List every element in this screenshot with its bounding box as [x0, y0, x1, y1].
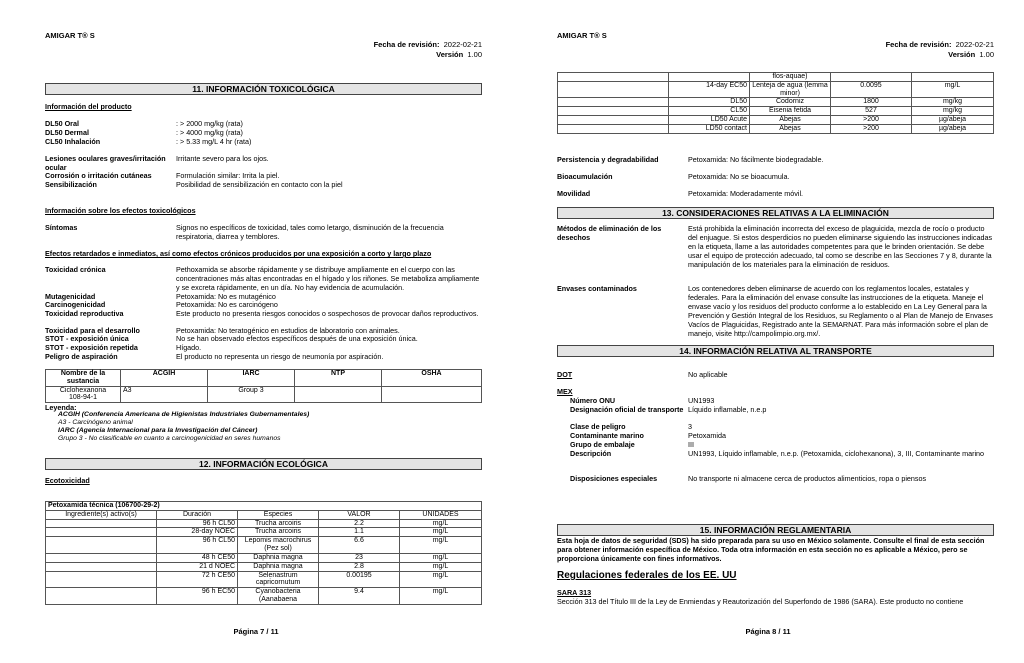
dot-row: DOT No aplicable: [557, 370, 728, 379]
marine-pollutant-row: Contaminante marino Petoxamida: [570, 431, 726, 440]
sensitization-row: Sensibilización Posibilidad de sensibilización en contacto con la piel: [45, 180, 343, 189]
version-label: Versión: [948, 49, 976, 59]
table-row: flos-aquae): [558, 73, 994, 82]
stot-repeated-row: STOT - exposición repetida Hígado.: [45, 343, 202, 352]
aspiration-row: Peligro de aspiración El producto no representa un riesgo de neumonía por aspiración.: [45, 352, 384, 361]
revision-info: [886, 40, 994, 60]
ecotox-heading: Ecotoxicidad: [45, 476, 90, 485]
revision-label: Fecha de revisión:: [885, 40, 952, 49]
mutagenicity-row: Mutagenicidad Petoxamida: No es mutagénico: [45, 292, 276, 301]
table-row: 28-day NOEC Trucha arcoiris 1.1 mg/L: [46, 528, 482, 537]
table-row: 21 d NOEC Daphnia magna 2.8 mg/L: [46, 562, 482, 571]
shipping-name-row: Designación oficial de transporte Líquido inflamable, n.e.p: [570, 405, 767, 414]
un-number-row: Número ONU UN1993: [570, 396, 715, 405]
reproductive-tox-row: Toxicidad reproductiva Este producto no presenta riesgos conocidos o sospechosos de provocar daños reproductivos.: [45, 309, 479, 318]
table-row: LD50 contact Abejas >200 µg/abeja: [558, 124, 994, 133]
page-8: [512, 0, 1024, 663]
special-provisions-row: Disposiciones especiales No transporte ni almacene cerca de productos alimenticios, ropa o piensos: [570, 474, 927, 483]
hazard-class-row: Clase de peligro 3: [570, 422, 692, 431]
delayed-effects-heading: Efectos retardados e inmediatos, así como efectos crónicos producidos por una exposición a corto y largo plazo: [45, 249, 432, 258]
legend-a3: A3 - Carcinógeno animal: [58, 419, 133, 426]
table-row: CL50 Eisenia fetida 527 mg/kg: [558, 107, 994, 116]
section-14-header: 14. INFORMACIÓN RELATIVA AL TRANSPORTE: [557, 345, 994, 357]
ecotox-table-continued: [557, 72, 994, 134]
table-header-row: Nombre de la sustancia ACGIH IARC NTP OSHA: [46, 370, 482, 387]
table-row: 48 h CE50 Daphnia magna 23 mg/L: [46, 553, 482, 562]
version-number: 1.00: [467, 49, 482, 59]
section-12-header: 12. INFORMACIÓN ECOLÓGICA: [45, 458, 482, 470]
product-name: AMIGAR T® S: [557, 31, 607, 40]
page-number: Página 8 / 11: [745, 627, 791, 636]
legend-label: Leyenda:: [45, 403, 77, 412]
eye-irritation-row: Lesiones oculares graves/irritación ocular Irritante severo para los ojos.: [45, 154, 269, 172]
table-header-row: Ingrediente(s) activo(s) Duración Especies VALOR UNIDADES: [46, 510, 482, 519]
page-number: Página 7 / 11: [233, 627, 279, 636]
revision-date: 2022-02-21: [955, 40, 994, 49]
table-row: 96 h EC50 Cyanobacteria (Aanabaena 9.4 mg/L: [46, 588, 482, 605]
persistence-row: Persistencia y degradabilidad Petoxamida: No fácilmente biodegradable.: [557, 155, 824, 164]
carcinogen-table: [45, 369, 482, 403]
mobility-row: Movilidad Petoxamida: Moderadamente móvil.: [557, 189, 804, 198]
cl50-inhalation-row: CL50 Inhalación : > 5.33 mg/L 4 hr (rata): [45, 137, 252, 146]
sara-313-heading: SARA 313: [557, 588, 592, 597]
ld50-oral-row: DL50 Oral : > 2000 mg/kg (rata): [45, 119, 243, 128]
ld50-dermal-row: DL50 Dermal : > 4000 mg/kg (rata): [45, 128, 243, 137]
product-info-heading: Información del producto: [45, 102, 132, 111]
ecotox-table: [45, 501, 482, 605]
contaminated-containers-row: Envases contaminados Los contenedores deben eliminarse de acuerdo con los reglamentos locales, estatales y federales. Para la eliminación del envase consulte las instrucciones de la etiqueta. Maneje el envase vacío y los residuos del producto conforme a lo establecido en La Ley General para la Prevención y Gestión Integral de los Residuos, su Reglamento o al Plan de Manejo de Envases Vacíos de Plaguicidas, Registrado ante la SEMARNAT. Para más información sobre el plan de manejo, visite http://campolimpio.org.mx/.: [557, 284, 993, 338]
revision-label: Fecha de revisión:: [373, 40, 440, 49]
table-row: 72 h CE50 Selenastrum capricornutum 0.00195 mg/L: [46, 571, 482, 588]
section-11-header: 11. INFORMACIÓN TOXICOLÓGICA: [45, 83, 482, 95]
chronic-tox-row: Toxicidad crónica Pethoxamida se absorbe rápidamente y se distribuye ampliamente en el cuerpo con las concentraciones más altas encontradas en el hígado y los riñones. Se metaboliza ampliamente y se excreta rápidamente, en un día. No hay evidencia de acumulación.: [45, 265, 480, 292]
legend-iarc: IARC (Agencia Internacional para la Investigación del Cáncer): [58, 427, 258, 434]
bioaccumulation-row: Bioacumulación Petoxamida: No se bioacumula.: [557, 172, 790, 181]
regulatory-note: Esta hoja de datos de seguridad (SDS) ha sido preparada para su uso en México solamente. Consulte el final de esta sección para obtener información específica de México. Toda otra información en esta sección no es aplicable a México, pero se proporciona únicamente con fines informativos.: [557, 536, 985, 563]
carcinogenicity-row: Carcinogenicidad Petoxamida: No es carcinógeno: [45, 300, 278, 309]
table-row: Ciclohexanona 108-94-1 A3 Group 3: [46, 386, 482, 403]
description-row: Descripción UN1993, Líquido inflamable, n.e.p. (Petoxamida, ciclohexanona), 3, III, Contaminante marino: [570, 449, 985, 458]
tox-effects-heading: Información sobre los efectos toxicológicos: [45, 206, 196, 215]
symptoms-row: Síntomas Signos no específicos de toxicidad, tales como letargo, disminución de la frecuencia respiratoria, diarrea y temblores.: [45, 223, 444, 241]
stot-single-row: STOT - exposición única No se han observado efectos específicos después de una exposición única.: [45, 334, 418, 343]
section-13-header: 13. CONSIDERACIONES RELATIVAS A LA ELIMINACIÓN: [557, 207, 994, 219]
skin-corrosion-row: Corrosión o irritación cutáneas Formulación similar: Irrita la piel.: [45, 171, 280, 180]
legend-acgih: ACGIH (Conferencia Americana de Higienistas Industriales Gubernamentales): [58, 411, 310, 418]
table-row: 96 h CL50 Lepomis macrochirus (Pez sol) 6.6 mg/L: [46, 537, 482, 554]
us-federal-heading: Regulaciones federales de los EE. UU: [557, 570, 737, 581]
legend-group3: Grupo 3 - No clasificable en cuanto a carcinogenicidad en seres humanos: [58, 435, 281, 442]
disposal-methods-row: Métodos de eliminación de los desechos Está prohibida la eliminación incorrecta del exceso de plaguicida, mezcla de rocío o producto del enjuague. Si estos desperdicios no pueden eliminarse siguiendo las instrucciones indicadas en la etiqueta, llame a las autoridades competentes para que le brinden orientación. Se debe usar el equipo de protección adecuado, tal como se describe en las Secciones 7 y 8, durante la manipulación de los materiales para la eliminación de residuos.: [557, 224, 993, 269]
table-row: LD50 Acute Abejas >200 µg/abeja: [558, 116, 994, 125]
table-row: 96 h CL50 Trucha arcoiris 2.2 mg/L: [46, 519, 482, 528]
version-label: Versión: [436, 49, 464, 59]
sara-313-text: Sección 313 del Título III de la Ley de Enmiendas y Reautorización del Superfondo de 1986 (SARA). Este producto no contiene: [557, 597, 964, 606]
revision-info: [374, 40, 482, 60]
table-row: 14-day EC50 Lenteja de agua (lemma minor) 0.0095 mg/L: [558, 81, 994, 98]
packing-group-row: Grupo de embalaje III: [570, 440, 694, 449]
version-number: 1.00: [979, 49, 994, 59]
mex-heading: MEX: [557, 387, 573, 396]
development-tox-row: Toxicidad para el desarrollo Petoxamida: No teratogénico en estudios de laboratorio con animales.: [45, 326, 400, 335]
table-row: DL50 Codorniz 1800 mg/kg: [558, 98, 994, 107]
revision-date: 2022-02-21: [443, 40, 482, 49]
ecotox-table-title: Petoxamida técnica (106700-29-2): [46, 502, 482, 511]
section-15-header: 15. INFORMACIÓN REGLAMENTARIA: [557, 524, 994, 536]
product-name: AMIGAR T® S: [45, 31, 95, 40]
